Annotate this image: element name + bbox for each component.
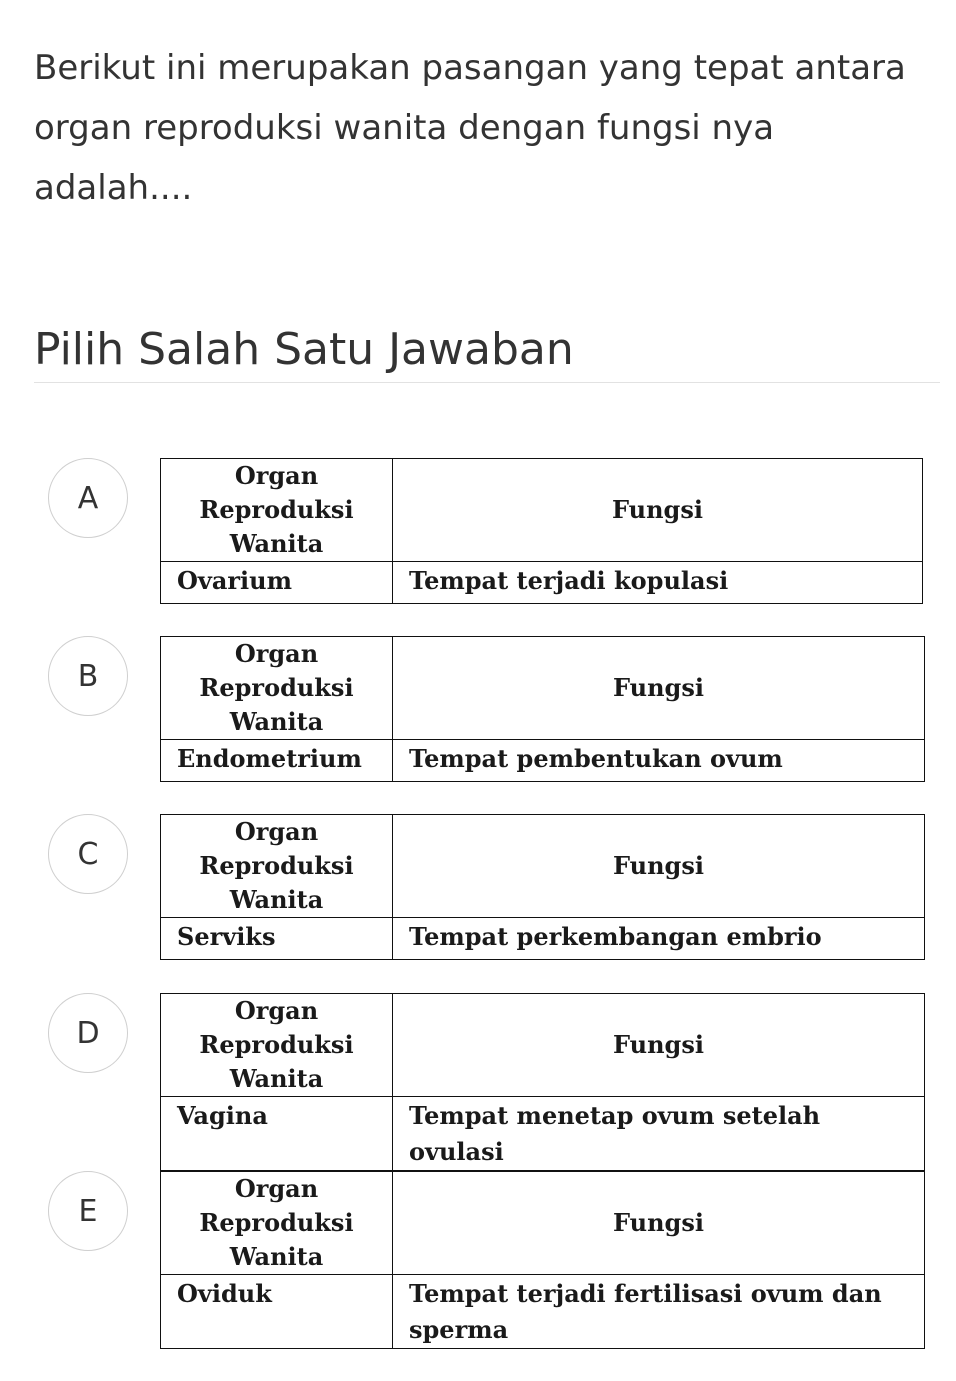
- header-fungsi: Fungsi: [393, 1172, 925, 1275]
- option-c-table: [160, 814, 925, 960]
- option-b-fungsi: Tempat pembentukan ovum: [393, 740, 925, 782]
- section-title: Pilih Salah Satu Jawaban: [34, 324, 574, 375]
- option-e-fungsi: Tempat terjadi fertilisasi ovum dan sperma: [393, 1275, 925, 1349]
- header-organ: Organ Reproduksi Wanita: [161, 1172, 393, 1275]
- option-d-fungsi: Tempat menetap ovum setelah ovulasi: [393, 1097, 925, 1171]
- option-e-organ: Oviduk: [161, 1275, 393, 1349]
- header-organ: Organ Reproduksi Wanita: [161, 994, 393, 1097]
- section-divider: [34, 382, 940, 383]
- option-a-organ: Ovarium: [161, 562, 393, 604]
- header-organ: Organ Reproduksi Wanita: [161, 637, 393, 740]
- header-fungsi: Fungsi: [393, 637, 925, 740]
- option-c[interactable]: [48, 814, 928, 964]
- option-b[interactable]: [48, 636, 928, 786]
- option-a-letter[interactable]: A: [48, 458, 128, 538]
- option-b-table: [160, 636, 925, 782]
- option-a-fungsi: Tempat terjadi kopulasi: [393, 562, 923, 604]
- option-d-letter[interactable]: D: [48, 993, 128, 1073]
- option-e-table: [160, 1171, 925, 1349]
- header-organ: Organ Reproduksi Wanita: [161, 459, 393, 562]
- option-c-fungsi: Tempat perkembangan embrio: [393, 918, 925, 960]
- option-d[interactable]: [48, 993, 928, 1166]
- option-a-table: [160, 458, 923, 604]
- option-b-organ: Endometrium: [161, 740, 393, 782]
- option-d-organ: Vagina: [161, 1097, 393, 1171]
- option-b-letter[interactable]: B: [48, 636, 128, 716]
- option-e[interactable]: [48, 1171, 928, 1351]
- option-c-letter[interactable]: C: [48, 814, 128, 894]
- option-a[interactable]: [48, 458, 928, 608]
- header-fungsi: Fungsi: [393, 994, 925, 1097]
- option-e-letter[interactable]: E: [48, 1171, 128, 1251]
- option-d-table: [160, 993, 925, 1171]
- question-text: Berikut ini merupakan pasangan yang tepat antara organ reproduksi wanita dengan fungsi nya adalah....: [34, 48, 906, 208]
- header-fungsi: Fungsi: [393, 459, 923, 562]
- header-fungsi: Fungsi: [393, 815, 925, 918]
- header-organ: Organ Reproduksi Wanita: [161, 815, 393, 918]
- option-c-organ: Serviks: [161, 918, 393, 960]
